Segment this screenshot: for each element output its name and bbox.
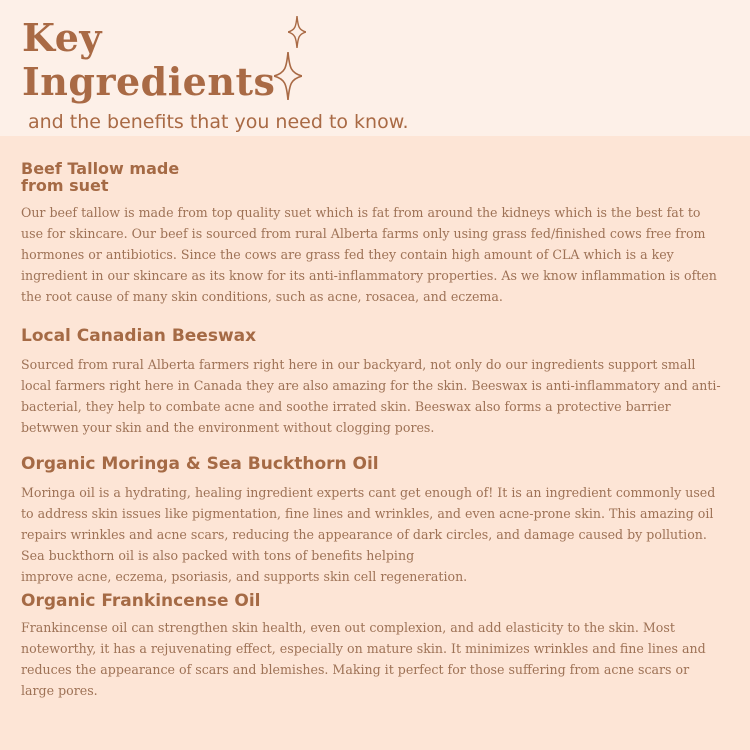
body-line-1: Moringa oil is a hydrating, healing ingredient experts cant get enough of! It is an ingredient commonly used to address skin issues like pigmentation, fine lines and wrinkles, and even acne-prone skin. This amazing oil repairs wrinkles and acne scars, reducing the appearance of dark circles, and damage caused by pollution. Sea buckthorn oil is also packed with tons of benefits helping [21, 485, 716, 563]
section-body: Sourced from rural Alberta farmers right here in our backyard, not only do our ingredients support small local farmers right here in Canada they are also amazing for the skin. Beeswax is anti-inflammatory and anti-bacterial, they help to combate acne and soothe irrated skin. Beeswax also forms a protective barrier betwwen your skin and the environment without clogging pores. [21, 357, 721, 435]
section-body: Frankincense oil can strengthen skin health, even out complexion, and add elasticity to the skin. Most noteworthy, it has a rejuvenating effect, especially on mature skin. It minimizes wrinkles and fine lines and reduces the appearance of scars and blemishes. Making it perfect for those suffering from acne scars or large pores. [21, 620, 706, 698]
section-body [21, 482, 726, 587]
section-beeswax [21, 326, 726, 438]
sparkle-small-icon [288, 16, 306, 48]
section-frankincense [21, 591, 726, 701]
page-title [22, 16, 275, 104]
header [0, 0, 750, 136]
section-heading [21, 160, 726, 194]
section-moringa-sea-buckthorn [21, 454, 726, 587]
title-line-1: Key [22, 15, 102, 60]
section-heading: Organic Moringa & Sea Buckthorn Oil [21, 454, 379, 474]
section-body: Our beef tallow is made from top quality suet which is fat from around the kidneys which is the best fat to use for skincare. Our beef is sourced from rural Alberta farms only using grass fed/finished cows free from hormones or antibiotics. Since the cows are grass fed they contain high amount of CLA which is a key ingredient in our skincare as its know for its anti-inflammatory properties. As we know inflammation is often the root cause of many skin conditions, such as acne, rosacea, and eczema. [21, 205, 717, 304]
heading-line-1: Beef Tallow made [21, 159, 180, 178]
heading-line-2: from suet [21, 176, 109, 195]
sparkle-large-icon [274, 52, 302, 100]
title-line-2: Ingredients [22, 59, 276, 104]
section-heading: Local Canadian Beeswax [21, 326, 257, 346]
body-line-2: improve acne, eczema, psoriasis, and supports skin cell regeneration. [21, 569, 468, 584]
section-beef-tallow [21, 160, 726, 307]
section-heading: Organic Frankincense Oil [21, 591, 261, 611]
ingredients-content [0, 136, 750, 750]
page-subtitle: and the benefits that you need to know. [28, 111, 409, 133]
